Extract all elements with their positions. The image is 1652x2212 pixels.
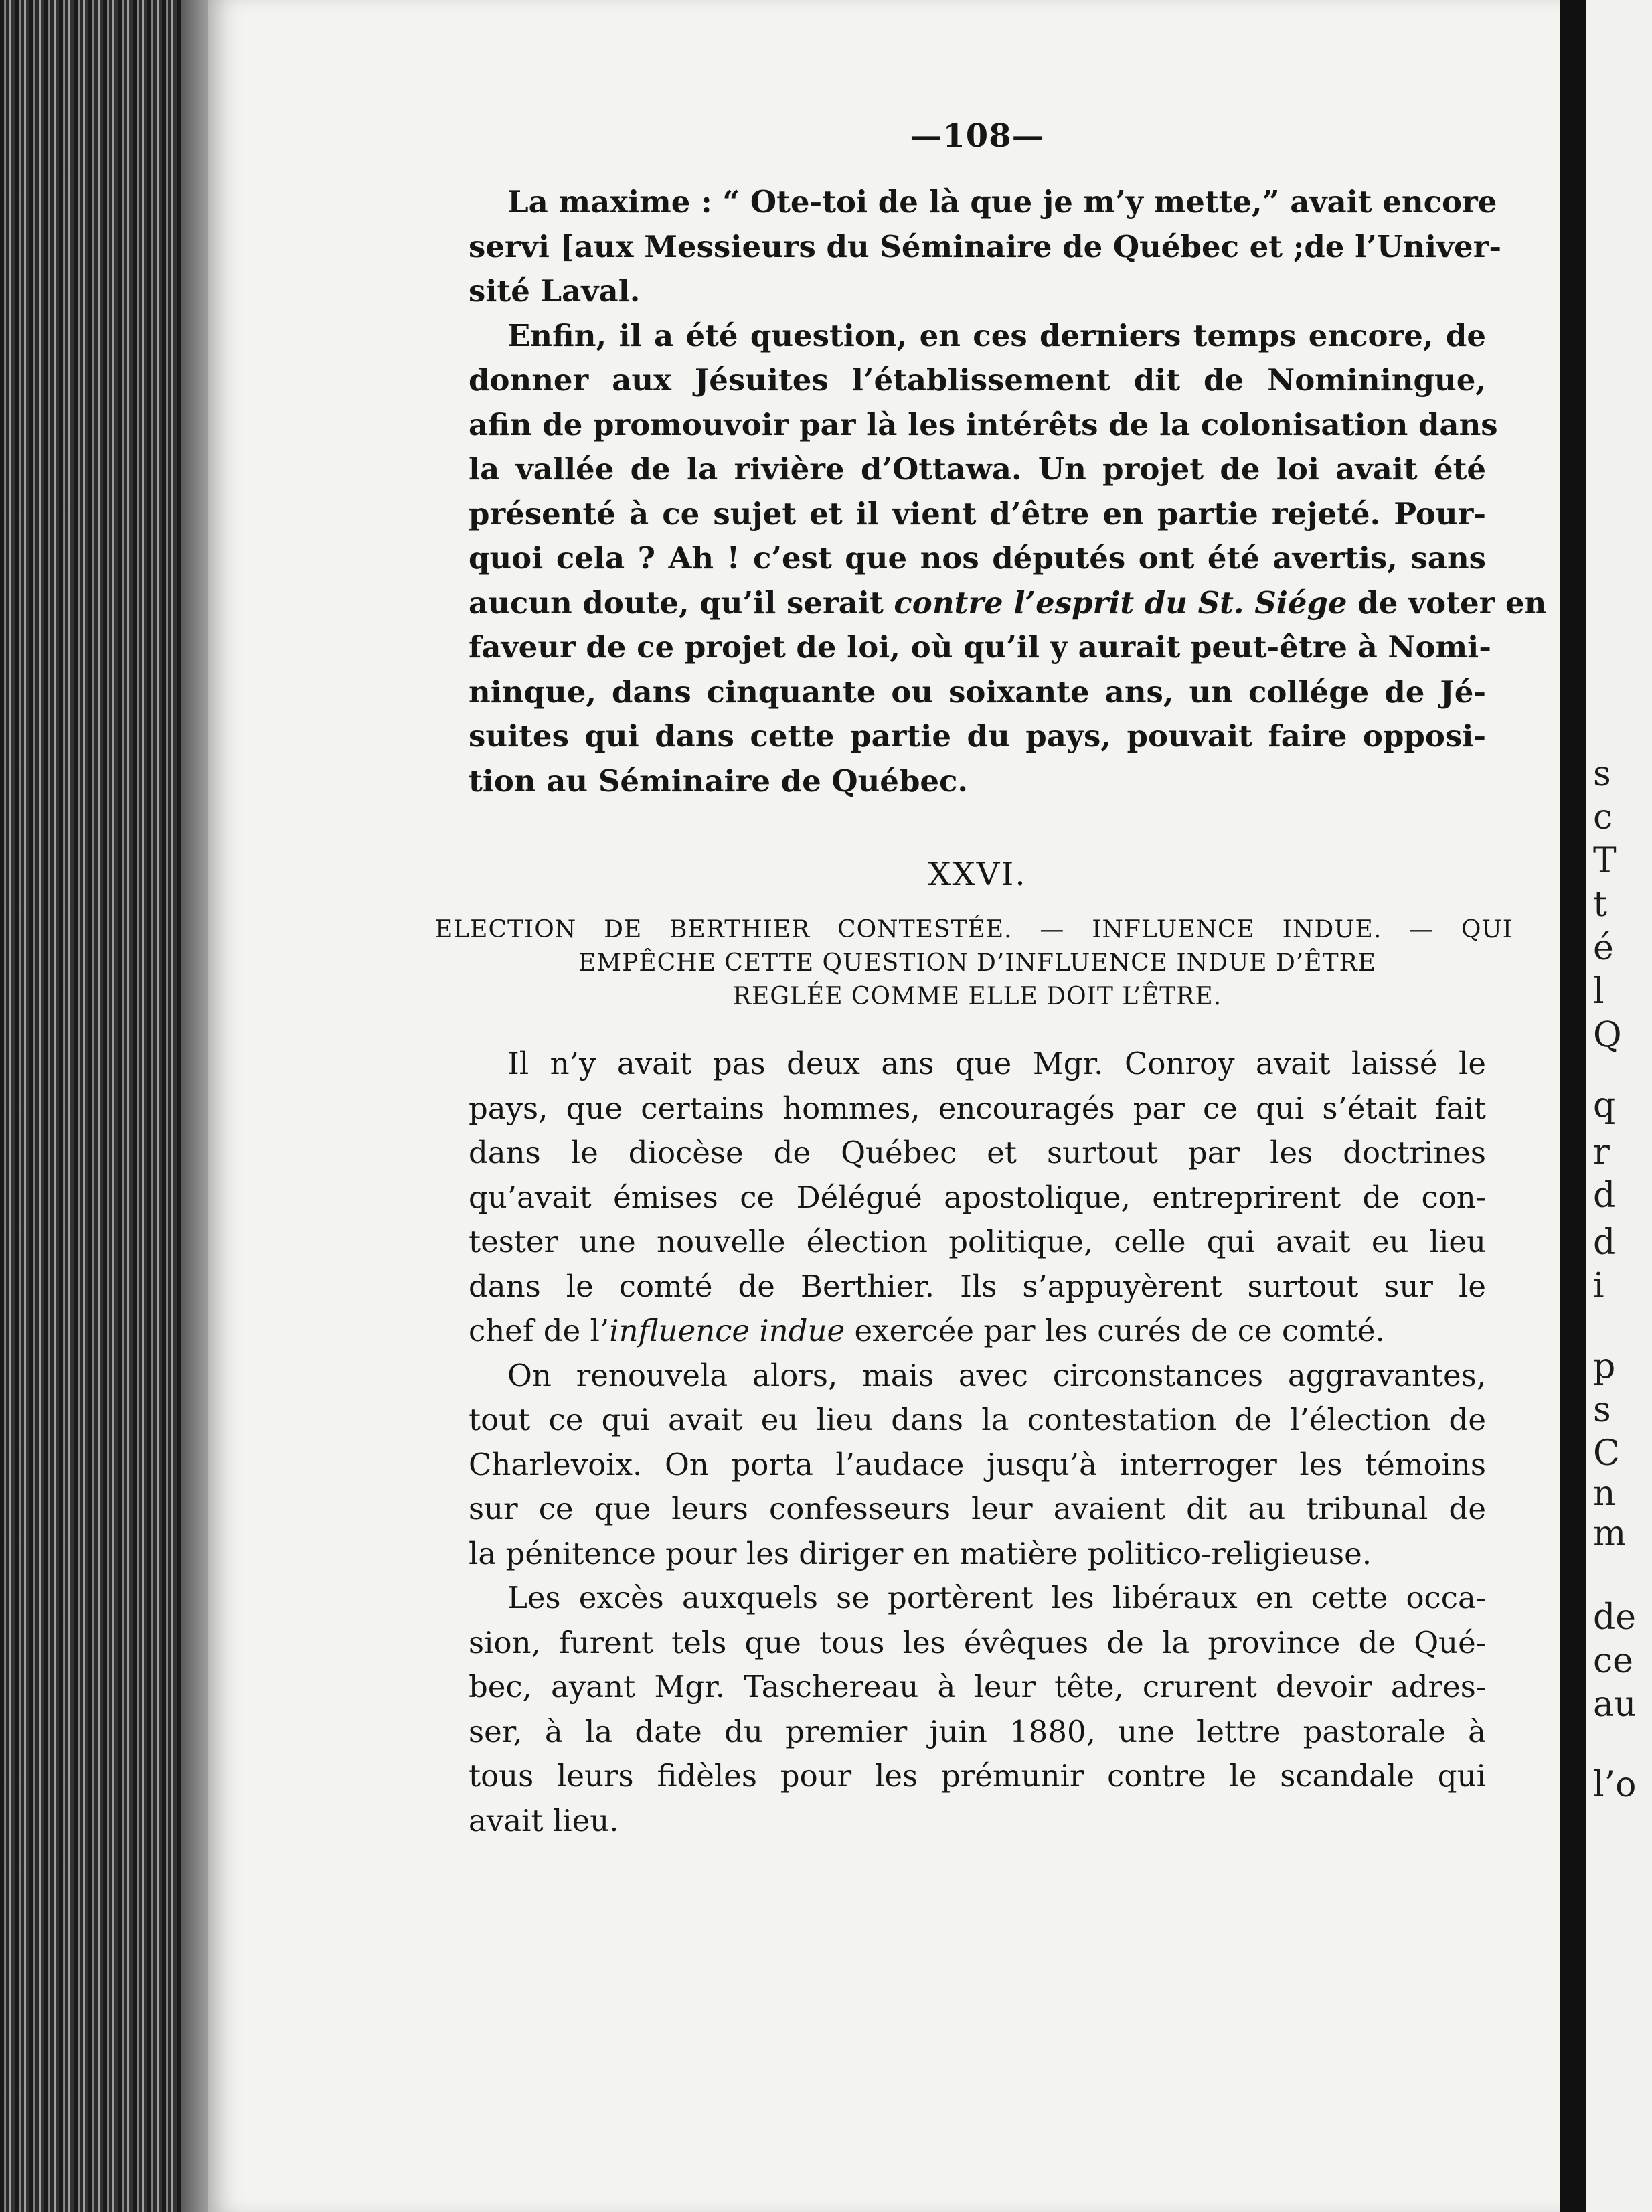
text-line: ser, à la date du premier juin 1880, une lettre pastorale à (469, 1713, 1486, 1749)
chapter-number: XXVI. (928, 856, 1027, 893)
paragraph-3 (469, 1042, 1486, 1354)
italic-phrase: influence indue (609, 1313, 845, 1348)
text-line: Il n’y avait pas deux ans que Mgr. Conroy avait laissé le (507, 1046, 1486, 1081)
paragraph-1 (469, 180, 1502, 314)
book-gutter (1560, 0, 1586, 2212)
facing-page-fragment: n (1593, 1474, 1616, 1514)
text-line: tout ce qui avait eu lieu dans la contestation de l’élection de (469, 1402, 1486, 1437)
stacked-page-edges (0, 0, 221, 2212)
heading-line: EMPÊCHE CETTE QUESTION D’INFLUENCE INDUE D’ÊTRE (578, 949, 1376, 977)
text-line: sité Laval. (469, 273, 641, 309)
text-line: tester une nouvelle élection politique, celle qui avait eu lieu (469, 1224, 1486, 1259)
heading-line: REGLÉE COMME ELLE DOIT L’ÊTRE. (732, 983, 1222, 1010)
page-number: —108— (910, 117, 1045, 155)
text-line: sion, furent tels que tous les évêques de la province de Qué- (469, 1624, 1486, 1660)
facing-page-fragment: m (1593, 1514, 1627, 1554)
text-line: afin de promouvoir par là les intérêts de la colonisation dans (469, 406, 1498, 443)
text-line: tion au Séminaire de Québec. (469, 763, 969, 799)
text-line (469, 581, 1547, 626)
paragraph-4 (469, 1354, 1486, 1577)
facing-page-fragment: i (1593, 1266, 1604, 1306)
facing-page-fragment: t (1593, 884, 1607, 925)
text-line: avait lieu. (469, 1802, 619, 1838)
text-line: quoi cela ? Ah ! c’est que nos députés ont été avertis, sans (469, 540, 1486, 576)
facing-page-fragment: T (1593, 841, 1617, 881)
text-line: tous leurs fidèles pour les prémunir contre le scandale qui (469, 1758, 1486, 1794)
text-line: On renouvela alors, mais avec circonstances aggravantes, (507, 1357, 1486, 1393)
text-line: donner aux Jésuites l’établissement dit de Nominingue, (469, 362, 1486, 398)
text-line: dans le comté de Berthier. Ils s’appuyèrent surtout sur le (469, 1268, 1486, 1304)
facing-page-fragment: ce (1593, 1641, 1633, 1681)
facing-page-fragment: d (1593, 1176, 1616, 1216)
facing-page-fragment: q (1593, 1085, 1616, 1125)
paragraph-2 (469, 314, 1547, 804)
facing-page-edge (1586, 0, 1652, 2212)
facing-page-fragment: au (1593, 1684, 1637, 1725)
text-line: dans le diocèse de Québec et surtout par les doctrines (469, 1135, 1486, 1170)
text-segment: aucun doute, qu’il serait (469, 584, 894, 621)
facing-page-fragment: r (1593, 1132, 1610, 1172)
facing-page-fragment: c (1593, 797, 1613, 838)
facing-page-fragment: l’o (1593, 1765, 1637, 1805)
text-line: bec, ayant Mgr. Taschereau à leur tête, crurent devoir adres- (469, 1669, 1486, 1705)
facing-page-fragment: é (1593, 928, 1614, 968)
text-line: présenté à ce sujet et il vient d’être en partie rejeté. Pour- (469, 495, 1486, 532)
text-segment: exercée par les curés de ce comté. (845, 1313, 1385, 1348)
text-line: suites qui dans cette partie du pays, pouvait faire opposi- (469, 718, 1486, 754)
facing-page-fragment: C (1593, 1433, 1620, 1474)
heading-line: ELECTION DE BERTHIER CONTESTÉE. — INFLUENCE INDUE. — QUI (435, 916, 1513, 943)
text-line: Les excès auxquels se portèrent les libéraux en cette occa- (507, 1580, 1486, 1615)
text-line: servi [aux Messieurs du Séminaire de Québec et ;de l’Univer- (469, 228, 1502, 264)
text-line: la pénitence pour les diriger en matière politico-religieuse. (469, 1535, 1372, 1571)
facing-page-fragment: p (1593, 1346, 1616, 1387)
italic-phrase: contre l’esprit du St. Siége (894, 584, 1347, 621)
facing-page-fragment: d (1593, 1222, 1616, 1263)
facing-page-fragment: Q (1593, 1015, 1622, 1055)
text-segment: chef de l’ (469, 1313, 610, 1348)
facing-page-fragment: s (1593, 754, 1611, 794)
text-line: faveur de ce projet de loi, où qu’il y aurait peut-être à Nomi- (469, 629, 1491, 665)
paragraph-5 (469, 1576, 1486, 1843)
text-line: La maxime : “ Ote-toi de là que je m’y mette,” avait encore (507, 184, 1497, 220)
facing-page-fragment: de (1593, 1597, 1637, 1638)
chapter-heading (435, 913, 1513, 1014)
text-line: qu’avait émises ce Délégué apostolique, entreprirent de con- (469, 1179, 1486, 1215)
text-line: la vallée de la rivière d’Ottawa. Un projet de loi avait été (469, 451, 1486, 487)
text-line: ninque, dans cinquante ou soixante ans, un collége de Jé- (469, 674, 1486, 710)
text-line: pays, que certains hommes, encouragés par ce qui s’était fait (469, 1090, 1486, 1126)
text-line: sur ce que leurs confesseurs leur avaient dit au tribunal de (469, 1491, 1486, 1526)
text-segment: de voter en (1347, 584, 1547, 621)
page-content (435, 117, 1547, 1843)
facing-page-fragment: s (1593, 1390, 1611, 1430)
facing-page-fragment: l (1593, 971, 1604, 1012)
text-line: Enfin, il a été question, en ces derniers temps encore, de (507, 317, 1486, 353)
text-line (469, 1309, 1486, 1354)
text-line: Charlevoix. On porta l’audace jusqu’à interroger les témoins (469, 1446, 1486, 1482)
